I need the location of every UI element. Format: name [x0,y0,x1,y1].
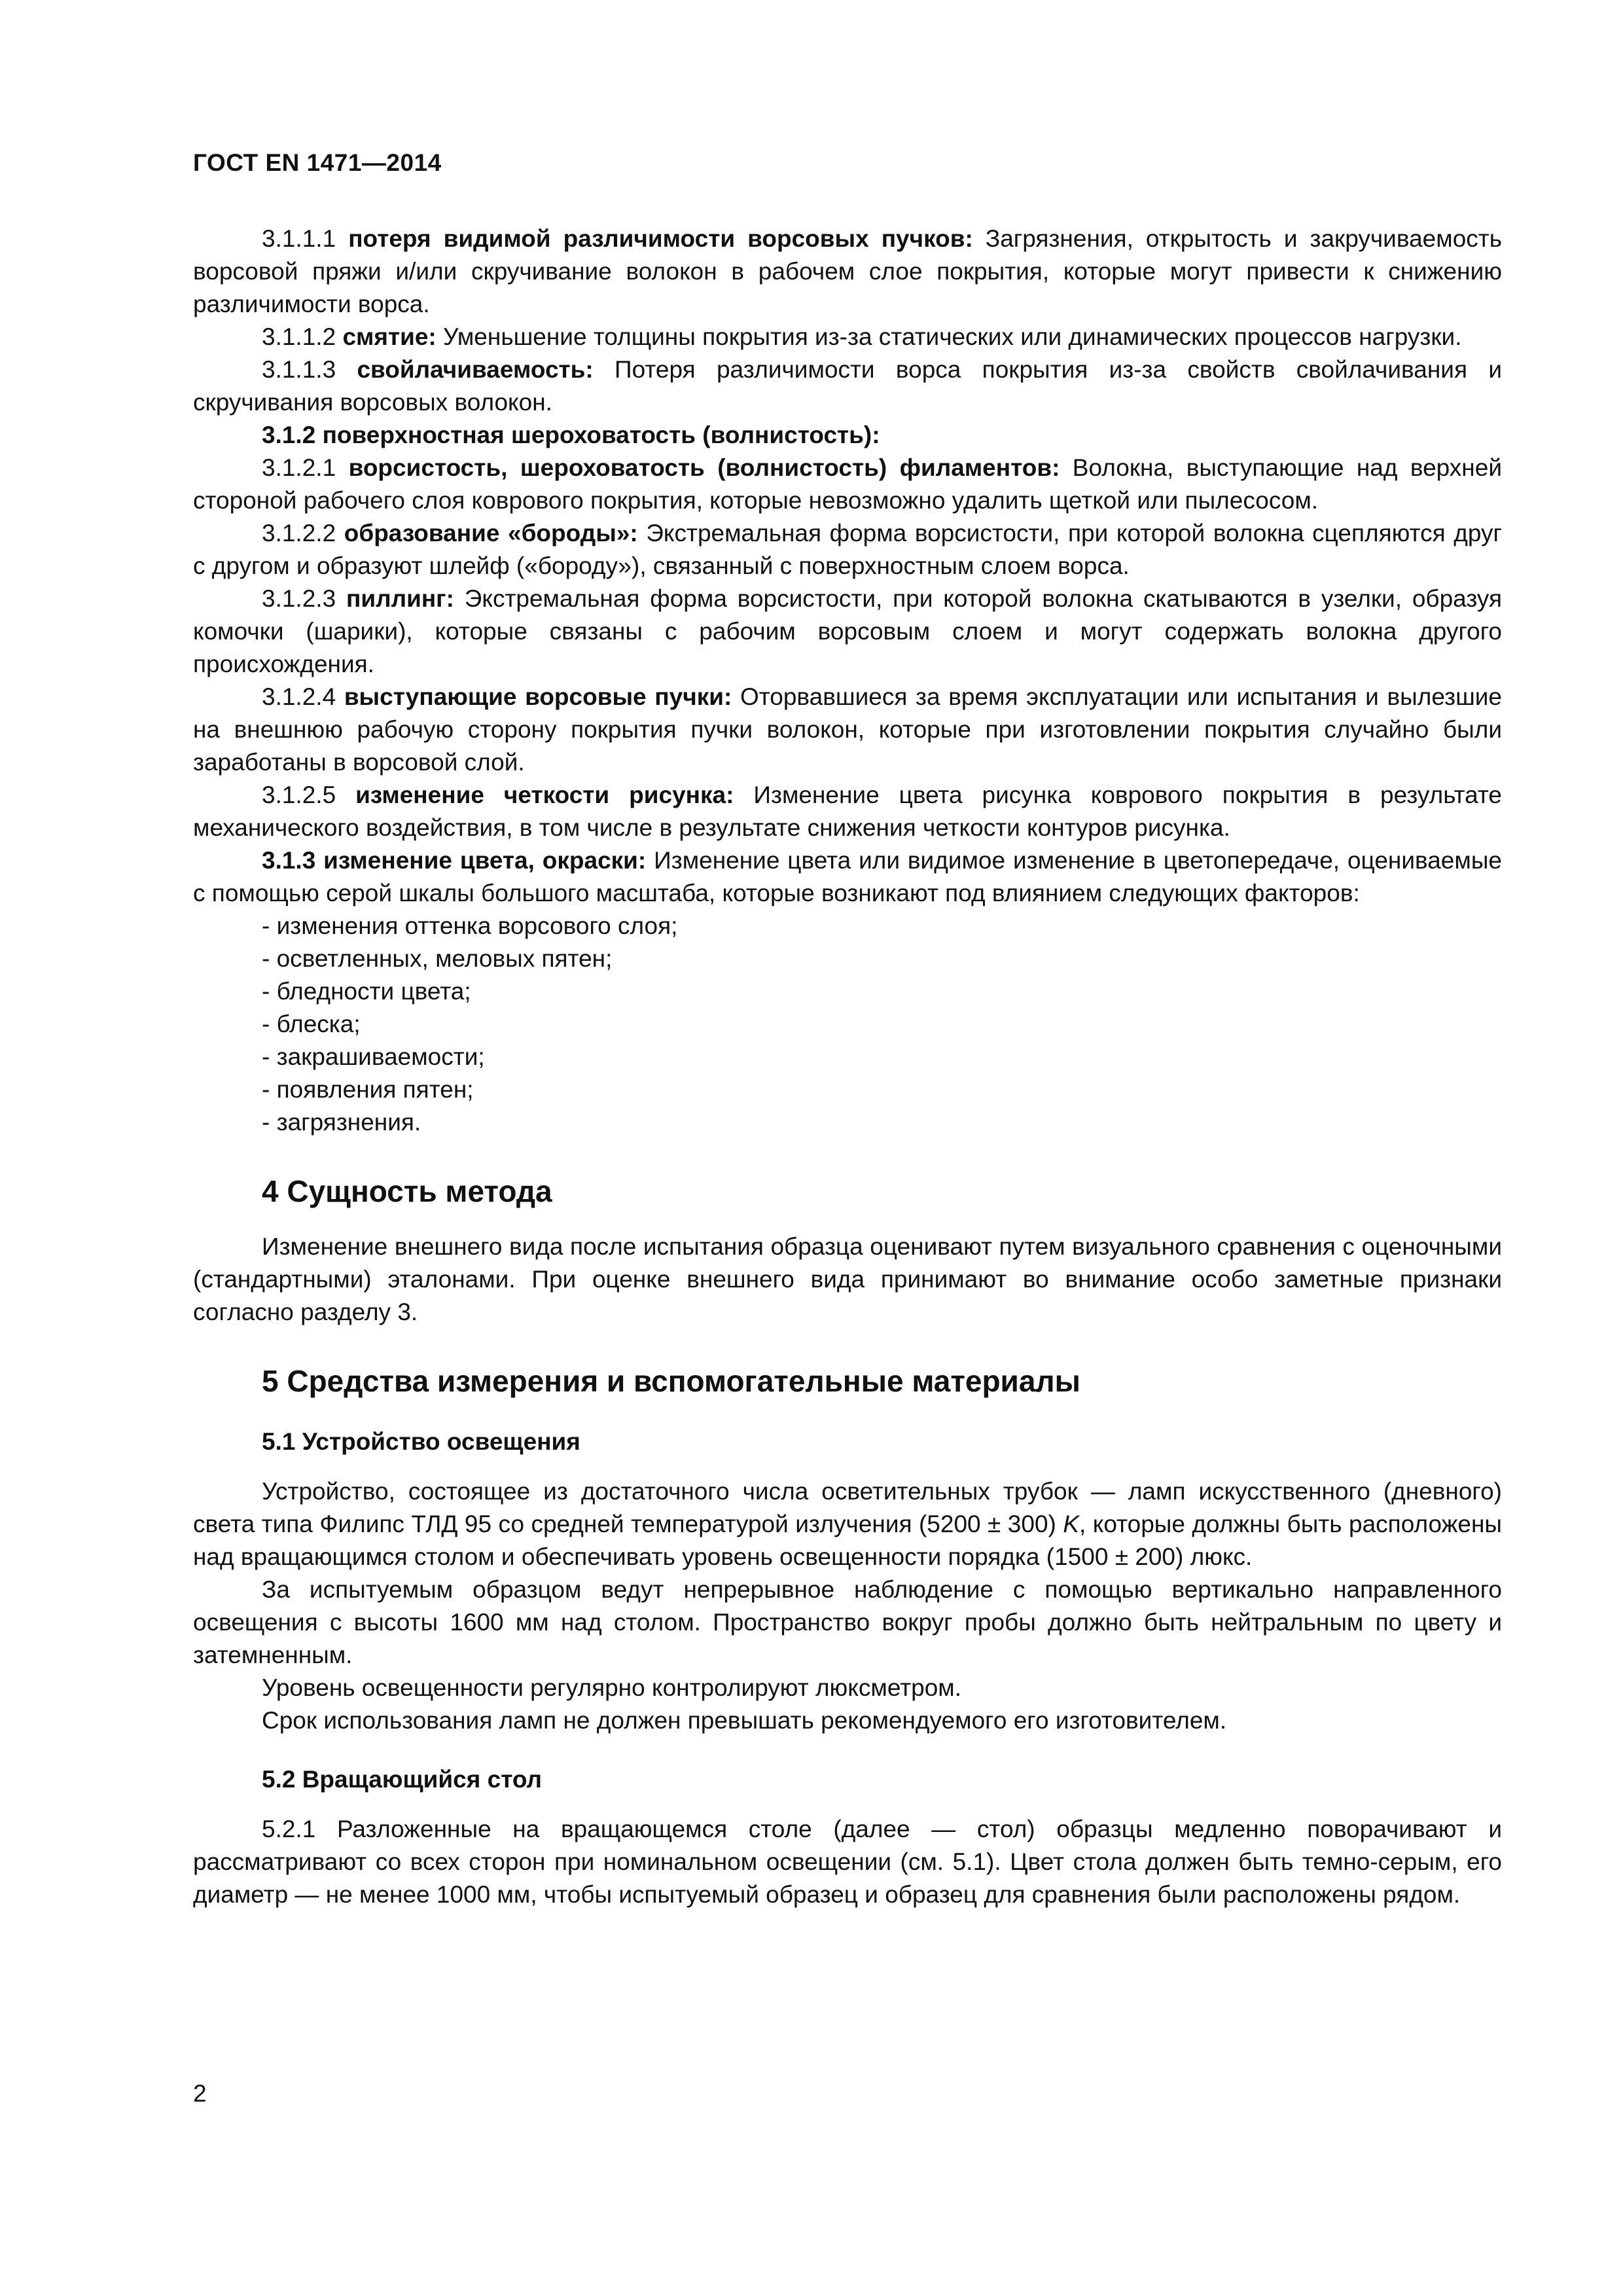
term: смятие: [342,323,437,350]
section-5-2-paragraph-1: 5.2.1 Разложенные на вращающемся столе (далее — стол) образцы медленно поворачивают и рассматривают со всех сторон при номинальном освещении (см. 5.1). Цвет стола должен быть темно-серым, его диаметр — не менее 1000 мм, чтобы испытуемый образец и образец для сравнения были расположены рядом. [193,1816,1502,1908]
section-5-1-paragraph-4: Срок использования ламп не должен превышать рекомендуемого его изготовителем. [262,1707,1227,1734]
definition-3-1-2-3: 3.1.2.3 пиллинг: Экстремальная форма ворсистости, при которой волокна скатываются в узелки, образуя комочки (шарики), которые связаны с рабочим ворсовым слоем и могут содержать волокна другого происхождения. [193,585,1503,677]
definition-3-1-2-2: 3.1.2.2 образование «бороды»: Экстремальная форма ворсистости, при которой волокна сцепляются друг с другом и образуют шлейф («бороду»), связанный с поверхностным слоем ворса. [193,520,1502,579]
definition-3-1-2-heading: 3.1.2 поверхностная шероховатость (волнистость): [262,422,880,448]
list-item: - бледности цвета; [262,978,471,1005]
section-4-title: 4 Сущность метода [262,1174,552,1208]
section-5-2-title: 5.2 Вращающийся стол [262,1766,543,1793]
list-item: - загрязнения. [262,1109,421,1136]
definition-3-1-2-5: 3.1.2.5 изменение четкости рисунка: Изменение цвета рисунка коврового покрытия в результате механического воздействия, в том числе в результате снижения четкости контуров рисунка. [193,781,1502,841]
document-header: ГОСТ EN 1471—2014 [193,149,442,176]
term: пиллинг: [346,585,454,612]
list-item: - изменения оттенка ворсового слоя; [262,912,678,939]
term: изменение четкости рисунка: [355,781,734,808]
list-item: - блеска; [262,1011,361,1037]
factors-list [193,910,1502,1139]
term: образование «бороды»: [344,520,638,547]
term: ворсистость, шероховатость (волнистость) филаментов: [348,454,1060,481]
term: потеря видимой различимости ворсовых пучков: [348,225,973,252]
section-5-1-paragraph-2: За испытуемым образцом ведут непрерывное наблюдение с помощью вертикально направленного освещения с высоты 1600 мм над столом. Пространство вокруг пробы должно быть нейтральным по цвету и затемненным. [193,1576,1502,1668]
definition-3-1-2-1: 3.1.2.1 ворсистость, шероховатость (волнистость) филаментов: Волокна, выступающие над верхней стороной рабочего слоя коврового покрытия, которые невозможно удалить щеткой или пылесосом. [193,454,1502,514]
document-body [193,223,1502,1911]
definition-3-1-2-4: 3.1.2.4 выступающие ворсовые пучки: Оторвавшиеся за время эксплуатации или испытания и вылезшие на внешнюю рабочую сторону покрытия пучки волокон, которые при изготовлении покрытия случайно были заработаны в ворсовой слой. [193,683,1503,776]
definition-3-1-3: 3.1.3 изменение цвета, окраски: Изменение цвета или видимое изменение в цветопередаче, оцениваемые с помощью серой шкалы большого масштаба, которые возникают под влиянием следующих факторов: [193,847,1502,906]
term: свойлачиваемость: [357,356,594,383]
section-5-1-paragraph-3: Уровень освещенности регулярно контролируют люксметром. [262,1674,962,1701]
definition-3-1-1-3: 3.1.1.3 свойлачиваемость: Потеря различимости ворса покрытия из-за свойств свойлачивания и скручивания ворсовых волокон. [193,356,1502,416]
page-number: 2 [193,2080,207,2107]
definition-3-1-1-1: 3.1.1.1 потеря видимой различимости ворсовых пучков: Загрязнения, открытость и закручиваемость ворсовой пряжи и/или скручивание волокон в рабочем слое покрытия, которые могут привести к снижению различимости ворса. [193,225,1502,317]
section-4-text: Изменение внешнего вида после испытания образца оценивают путем визуального сравнения с оценочными (стандартными) эталонами. При оценке внешнего вида принимают во внимание особо заметные признаки согласно разделу 3. [193,1233,1502,1325]
section-5-title: 5 Средства измерения и вспомогательные материалы [262,1364,1080,1398]
list-item: - появления пятен; [262,1076,474,1103]
list-item: - закрашиваемости; [262,1043,485,1070]
section-5-1-paragraph-1: Устройство, состоящее из достаточного числа осветительных трубок — ламп искусственного (дневного) света типа Филипс ТЛД 95 со средней температурой излучения (5200 ± 300) K, которые должны быть расположены над вращающимся столом и обеспечивать уровень освещенности порядка (1500 ± 200) люкс. [193,1478,1502,1570]
section-5-1-title: 5.1 Устройство освещения [262,1428,580,1455]
term: выступающие ворсовые пучки: [344,683,732,710]
list-item: - осветленных, меловых пятен; [262,945,613,972]
term: 3.1.3 изменение цвета, окраски: [262,847,647,874]
definition-3-1-1-2: 3.1.1.2 смятие: Уменьшение толщины покрытия из-за статических или динамических процессов нагрузки. [262,323,1462,350]
